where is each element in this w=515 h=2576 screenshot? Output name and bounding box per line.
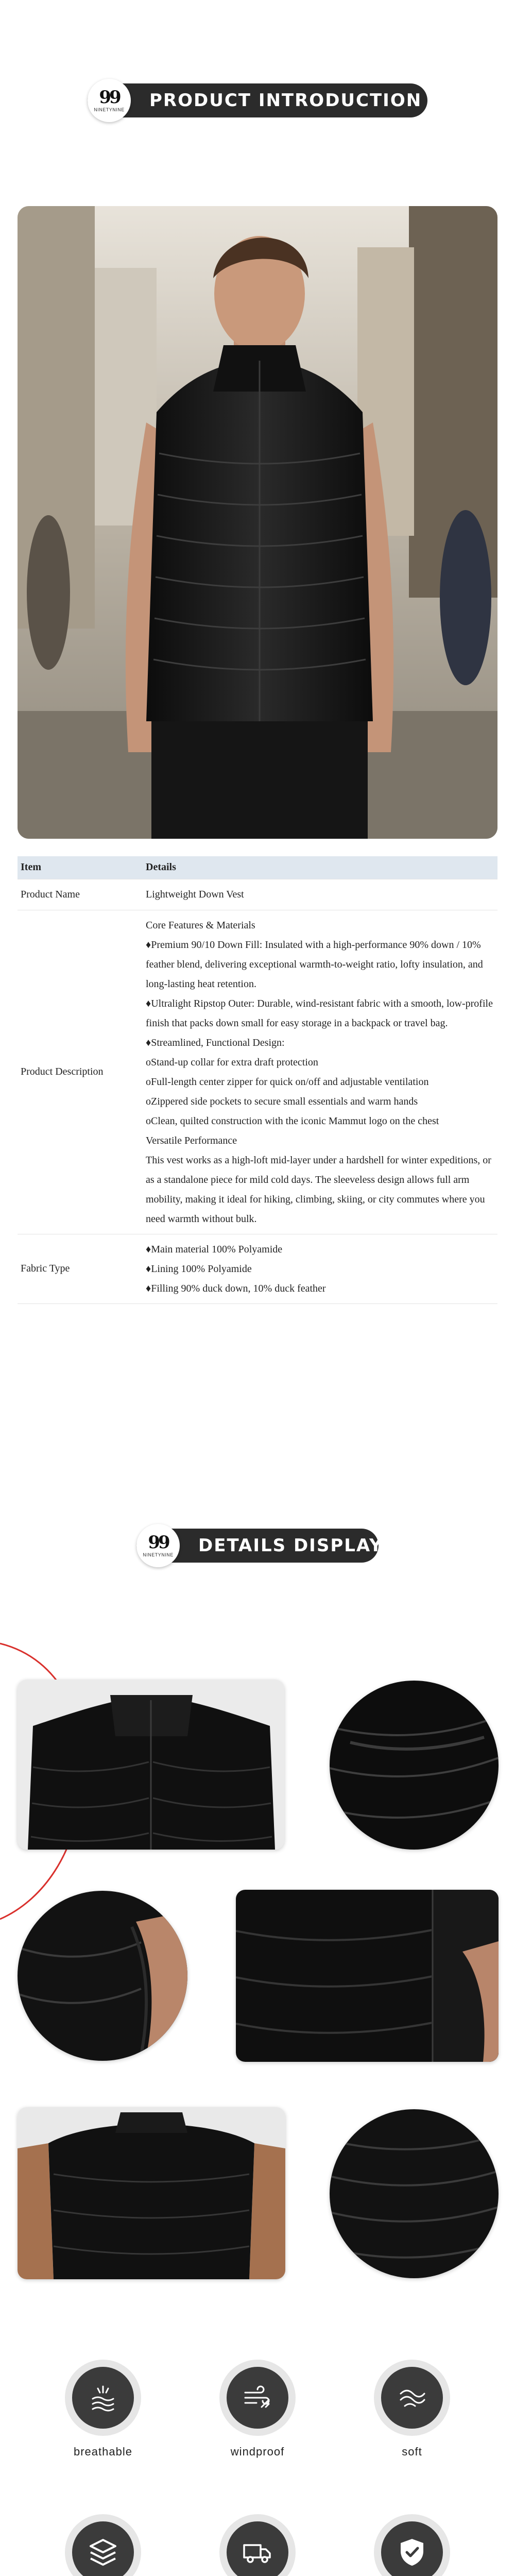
section-title: PRODUCT INTRODUCTION	[149, 90, 422, 111]
table-row	[18, 1234, 497, 1303]
brand-logo	[136, 1524, 180, 1567]
feature-spot-quick-delivery	[196, 2514, 319, 2576]
table-row	[18, 910, 497, 1234]
feature-breathable	[41, 2360, 165, 2459]
detail-fabric-circle-photo	[330, 1681, 499, 1850]
truck-icon	[241, 2536, 274, 2569]
description-line: Core Features & Materials	[146, 919, 255, 931]
feature-label: soft	[402, 2445, 422, 2458]
table-header-item: Item	[18, 856, 143, 879]
description-line: This vest works as a high-loft mid-layer under a hardshell for winter expeditions, or as a standalone piece for mild cold days. The sleeveless design allows full arm mobility, making it ideal for hiking, climbing, skiing, or city commutes where you need warmth without bulk.	[146, 1154, 491, 1225]
detail-back-view-photo	[18, 2107, 285, 2279]
table-header-details: Details	[143, 856, 497, 879]
product-name-value: Lightweight Down Vest	[143, 879, 497, 910]
logo-number: 99	[99, 87, 119, 108]
feature-label: windproof	[230, 2445, 285, 2458]
fabric-line: ♦Main material 100% Polyamide	[146, 1243, 283, 1255]
hero-model-photo	[18, 206, 497, 839]
fabric-type-value	[143, 1234, 497, 1303]
feature-label: breathable	[74, 2445, 132, 2458]
section-title-pill	[136, 1529, 383, 1563]
section-title-pill	[88, 83, 427, 117]
detail-side-pocket-photo	[236, 1890, 499, 2062]
feature-inner	[72, 2367, 134, 2429]
feature-ring	[219, 2360, 296, 2436]
feature-inner	[72, 2521, 134, 2576]
feature-inner	[381, 2521, 443, 2576]
description-line: ♦Streamlined, Functional Design:	[146, 1037, 285, 1048]
description-line: oZippered side pockets to secure small essentials and warm hands	[146, 1095, 418, 1107]
description-line: ♦Premium 90/10 Down Fill: Insulated with a high-performance 90% down / 10% feather blend, delivering exceptional warmth-to-weight ratio, lofty insulation, and long-lasting heat retention.	[146, 939, 483, 990]
table-row	[18, 879, 497, 910]
feature-inner	[227, 2367, 288, 2429]
feature-soft	[350, 2360, 474, 2459]
details-display-header	[0, 1522, 515, 1569]
shield-check-icon	[396, 2536, 428, 2569]
breathable-icon	[87, 2381, 119, 2414]
logo-number: 99	[148, 1532, 168, 1553]
table-header-row	[18, 856, 497, 879]
section-title: DETAILS DISPLAY	[198, 1535, 383, 1556]
fabric-type-label: Fabric Type	[18, 1234, 143, 1303]
feature-ring	[219, 2514, 296, 2576]
windproof-icon	[241, 2381, 274, 2414]
description-line: oStand-up collar for extra draft protection	[146, 1056, 318, 1068]
product-description-label: Product Description	[18, 910, 143, 1234]
feature-thickened-material	[41, 2514, 165, 2576]
detail-quilt-circle-photo	[330, 2109, 499, 2278]
feature-ring	[374, 2360, 450, 2436]
fabric-line: ♦Lining 100% Polyamide	[146, 1263, 252, 1275]
feature-ring	[65, 2514, 141, 2576]
description-line: oClean, quilted construction with the iconic Mammut logo on the chest	[146, 1115, 439, 1127]
fabric-line: ♦Filling 90% duck down, 10% duck feather	[146, 1282, 326, 1294]
detail-pocket-circle-photo	[18, 1891, 187, 2061]
brand-logo	[88, 79, 131, 122]
product-description-value	[143, 910, 497, 1234]
description-line: ♦Ultralight Ripstop Outer: Durable, wind-resistant fabric with a smooth, low-profile finish that packs down small for easy storage in a backpack or travel bag.	[146, 997, 493, 1029]
feature-inner	[381, 2367, 443, 2429]
detail-collar-photo	[18, 1680, 284, 1850]
soft-icon	[396, 2381, 428, 2414]
product-spec-table	[18, 856, 497, 1304]
description-line: oFull-length center zipper for quick on/off and adjustable ventilation	[146, 1076, 429, 1088]
product-introduction-header	[0, 77, 515, 124]
feature-inner	[227, 2521, 288, 2576]
feature-quality-assurance	[350, 2514, 474, 2576]
layers-icon	[87, 2536, 119, 2569]
description-line: Versatile Performance	[146, 1134, 237, 1146]
product-name-label: Product Name	[18, 879, 143, 910]
logo-subtext: NINETYNINE	[143, 1552, 174, 1557]
logo-subtext: NINETYNINE	[94, 107, 125, 112]
feature-ring	[374, 2514, 450, 2576]
feature-windproof	[196, 2360, 319, 2459]
feature-ring	[65, 2360, 141, 2436]
